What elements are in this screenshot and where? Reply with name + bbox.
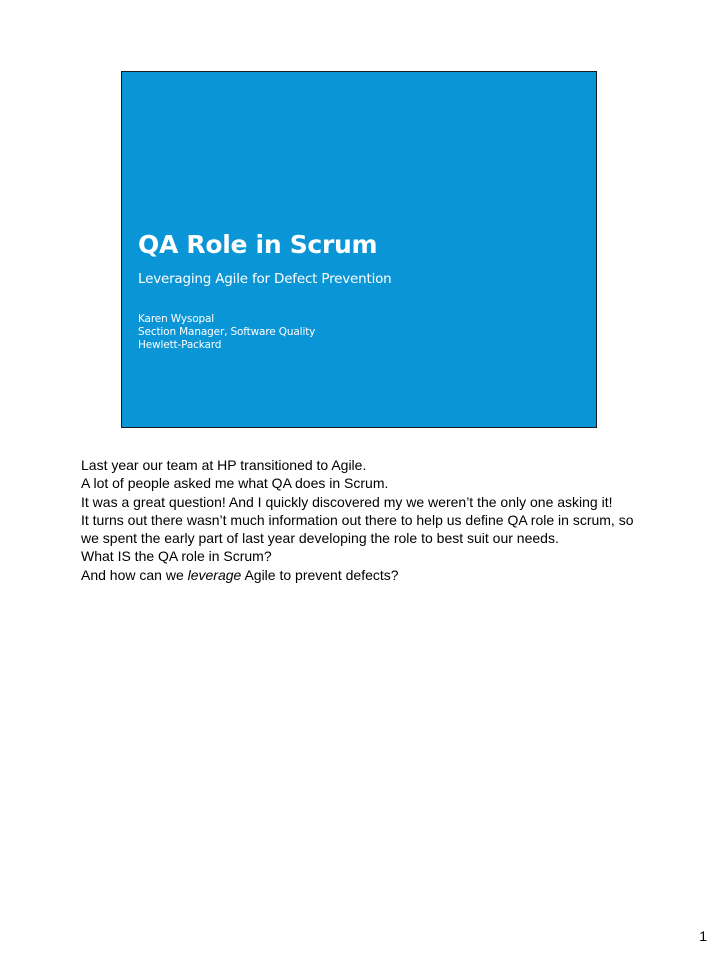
notes-line: It was a great question! And I quickly discovered my we weren’t the only one asking it! bbox=[81, 493, 613, 510]
slide-title: QA Role in Scrum bbox=[138, 230, 378, 259]
notes-line bbox=[81, 566, 641, 584]
speaker-notes bbox=[81, 456, 641, 584]
notes-line: A lot of people asked me what QA does in Scrum. bbox=[81, 475, 389, 492]
notes-text: And how can we bbox=[81, 566, 188, 583]
notes-line: It turns out there wasn’t much information out there to help us define QA role in scrum, so we spent the early part of last year developing the role to best suit our needs. bbox=[81, 511, 634, 547]
notes-text: Agile to prevent defects? bbox=[241, 566, 399, 583]
presenter-info bbox=[138, 313, 315, 352]
presenter-role: Section Manager, Software Quality bbox=[138, 326, 316, 338]
notes-line: What IS the QA role in Scrum? bbox=[81, 548, 272, 565]
notes-line: Last year our team at HP transitioned to Agile. bbox=[81, 457, 367, 473]
notes-emphasis: leverage bbox=[187, 566, 242, 583]
presenter-company: Hewlett-Packard bbox=[138, 339, 222, 351]
slide-subtitle: Leveraging Agile for Defect Prevention bbox=[138, 271, 392, 287]
slide-thumbnail bbox=[121, 71, 597, 428]
presenter-name: Karen Wysopal bbox=[138, 313, 215, 325]
page-number: 1 bbox=[699, 928, 707, 944]
